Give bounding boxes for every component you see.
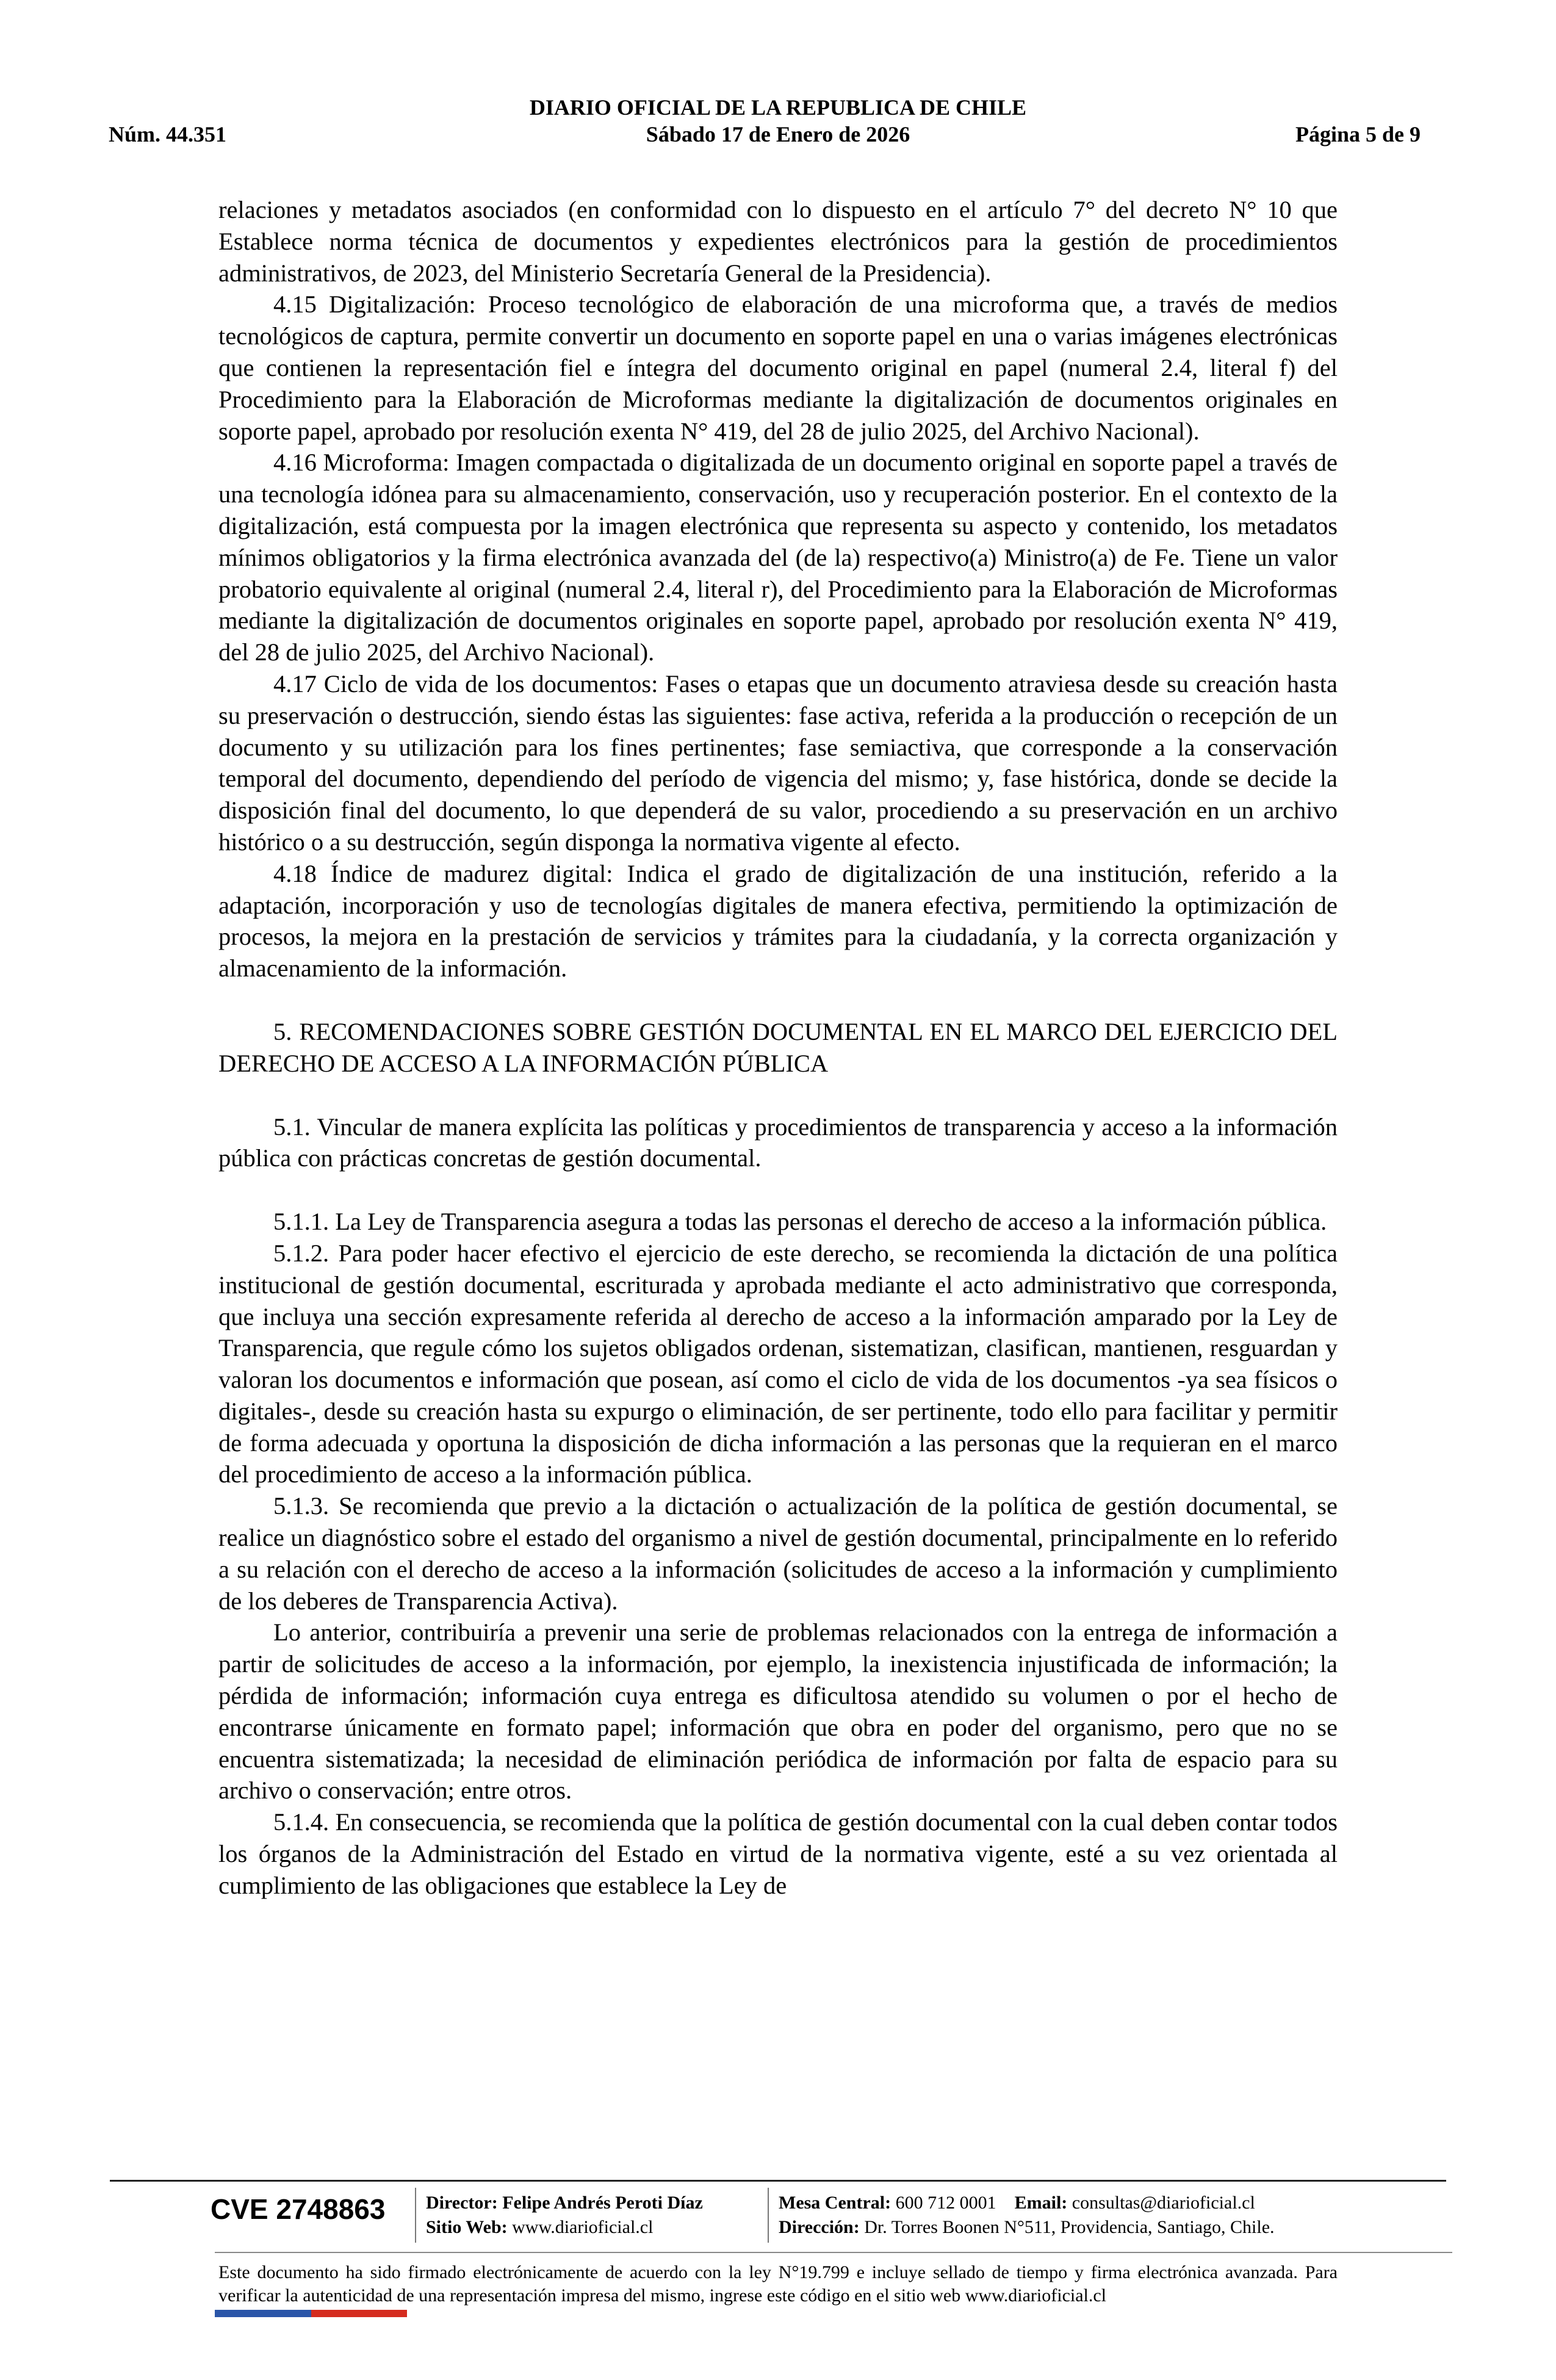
footer-divider <box>110 2180 1446 2182</box>
signature-disclaimer: Este documento ha sido firmado electrónicamente de acuerdo con la ley N°19.799 e incluye sellado de tiempo y firma electrónica avanzada. Para verificar la autenticidad de una representación impresa del mismo, ingrese este código en el sitio web www.diarioficial.cl <box>218 2262 1338 2306</box>
recommendation-5-1-3: 5.1.3. Se recomienda que previo a la dictación o actualización de la política de gestión documental, se realice un diagnóstico sobre el estado del organismo a nivel de gestión documental, principalmente en lo referido a su relación con el derecho de acceso a la información (solicitudes de acceso a la información y cumplimiento de los deberes de Transparencia Activa). <box>218 1492 1338 1615</box>
section-heading-5: 5. RECOMENDACIONES SOBRE GESTIÓN DOCUMENTAL EN EL MARCO DEL EJERCICIO DEL DERECHO DE ACCESO A LA INFORMACIÓN PÚBLICA <box>218 1017 1338 1077</box>
phone-value: 600 712 0001 <box>895 2193 996 2213</box>
website-link[interactable]: www.diarioficial.cl <box>512 2217 654 2237</box>
issue-date: Sábado 17 de Enero de 2026 <box>646 122 910 146</box>
footer-separator <box>415 2188 416 2243</box>
document-body <box>218 194 1338 1902</box>
paragraph-continuation: relaciones y metadatos asociados (en conformidad con lo dispuesto en el artículo 7° del decreto N° 10 que Establece norma técnica de documentos y expedientes electrónicos para la gestión de procedimientos administrativos, de 2023, del Ministerio Secretaría General de la Presidencia). <box>218 196 1338 287</box>
recommendation-5-1-4: 5.1.4. En consecuencia, se recomienda que la política de gestión documental con la cual deben contar todos los órganos de la Administración del Estado en virtud de la normativa vigente, esté a su vez orientada al cumplimiento de las obligaciones que establece la Ley de <box>218 1808 1338 1899</box>
issue-number: Núm. 44.351 <box>109 122 227 146</box>
recommendation-5-1-1: 5.1.1. La Ley de Transparencia asegura a todas las personas el derecho de acceso a la información pública. <box>273 1208 1327 1236</box>
definition-4-15: 4.15 Digitalización: Proceso tecnológico de elaboración de una microforma que, a través de medios tecnológicos de captura, permite convertir un documento en soporte papel en una o varias imágenes electrónicas que contienen la representación fiel e íntegra del documento original en papel (numeral 2.4, literal f) del Procedimiento para la Elaboración de Microformas mediante la digitalización de documentos originales en soporte papel, aprobado por resolución exenta N° 419, del 28 de julio 2025, del Archivo Nacional). <box>218 290 1338 445</box>
footer-thin-divider <box>215 2252 1452 2253</box>
address-label: Dirección: <box>779 2217 860 2237</box>
footer-separator <box>768 2188 769 2243</box>
phone-label: Mesa Central: <box>779 2193 891 2213</box>
footer-director-block <box>426 2191 703 2240</box>
definition-4-16: 4.16 Microforma: Imagen compactada o digitalizada de un documento original en soporte papel a través de una tecnología idónea para su almacenamiento, conservación, uso y recuperación posterior. En el contexto de la digitalización, está compuesta por la imagen electrónica que representa su aspecto y contenido, los metadatos mínimos obligatorios y la firma electrónica avanzada del (de la) respectivo(a) Ministro(a) de Fe. Tiene un valor probatorio equivalente al original (numeral 2.4, literal r), del Procedimiento para la Elaboración de Microformas mediante la digitalización de documentos originales en soporte papel, aprobado por resolución exenta N° 419, del 28 de julio 2025, del Archivo Nacional). <box>218 449 1338 666</box>
director-label: Director: <box>426 2193 498 2213</box>
director-name: Felipe Andrés Peroti Díaz <box>502 2193 703 2213</box>
website-label: Sitio Web: <box>426 2217 508 2237</box>
address-value: Dr. Torres Boonen N°511, Providencia, Santiago, Chile. <box>864 2217 1275 2237</box>
definition-4-18: 4.18 Índice de madurez digital: Indica el grado de digitalización de una institución, referido a la adaptación, incorporación y uso de tecnologías digitales de manera efectiva, permitiendo la optimización de procesos, la mejora en la prestación de servicios y trámites para la ciudadanía, y la correcta organización y almacenamiento de la información. <box>218 859 1338 983</box>
email-label: Email: <box>1014 2193 1068 2213</box>
flag-blue-segment <box>215 2310 311 2317</box>
paragraph-lo-anterior: Lo anterior, contribuiría a prevenir una serie de problemas relacionados con la entrega de información a partir de solicitudes de acceso a la información, por ejemplo, la inexistencia injustificada de información; la pérdida de información; información cuya entrega es dificultosa atendido su volumen o por el hecho de encontrarse únicamente en formato papel; información que obra en poder del organismo, pero que no se encuentra sistematizada; la necesidad de eliminación periódica de información por falta de espacio para su archivo o conservación; entre otros. <box>218 1618 1338 1805</box>
page-number: Página 5 de 9 <box>1295 122 1421 146</box>
cve-code: CVE 2748863 <box>211 2193 386 2225</box>
recommendation-5-1-2: 5.1.2. Para poder hacer efectivo el ejercicio de este derecho, se recomienda la dictación de una política institucional de gestión documental, escriturada y aprobada mediante el acto administrativo que corresponda, que incluya una sección expresamente referida al derecho de acceso a la información amparado por la Ley de Transparencia, que regule cómo los sujetos obligados ordenan, sistematizan, clasifican, mantienen, resguardan y valoran los documentos e información que posean, así como el ciclo de vida de los documentos -ya sea físicos o digitales-, desde su creación hasta su expurgo o eliminación, de ser pertinente, todo ello para facilitar y permitir de forma adecuada y oportuna la disposición de dicha información a las personas que la requieran en el marco del procedimiento de acceso a la información pública. <box>218 1239 1338 1488</box>
recommendation-5-1: 5.1. Vincular de manera explícita las políticas y procedimientos de transparencia y acceso a la información pública con prácticas concretas de gestión documental. <box>218 1112 1338 1172</box>
flag-color-bar <box>215 2310 407 2317</box>
publication-title: DIARIO OFICIAL DE LA REPUBLICA DE CHILE <box>529 95 1027 120</box>
definition-4-17: 4.17 Ciclo de vida de los documentos: Fases o etapas que un documento atraviesa desde su creación hasta su preservación o destrucción, siendo éstas las siguientes: fase activa, referida a la producción o recepción de un documento y su utilización para los fines pertinentes; fase semiactiva, que corresponde a la conservación temporal del documento, dependiendo del período de vigencia del mismo; y, fase histórica, donde se decide la disposición final del documento, lo que dependerá de su valor, procediendo a su preservación en un archivo histórico o a su destrucción, según disponga la normativa vigente al efecto. <box>218 669 1338 856</box>
flag-red-segment <box>311 2310 408 2317</box>
email-link[interactable]: consultas@diarioficial.cl <box>1072 2193 1255 2213</box>
footer-contact-block <box>779 2191 1275 2240</box>
